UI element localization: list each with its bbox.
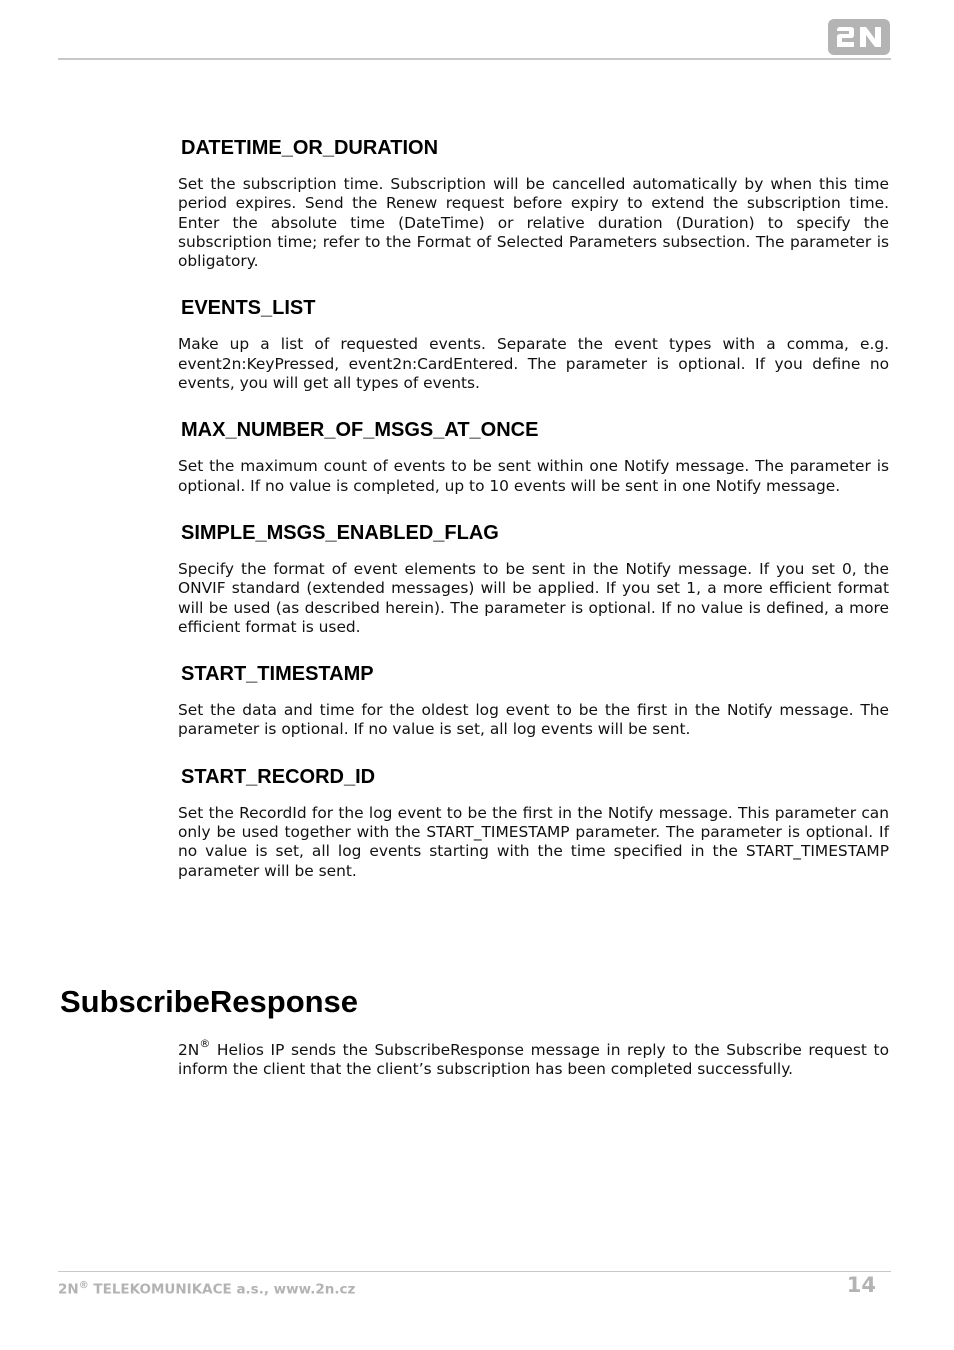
- parameter-heading: START_TIMESTAMP: [181, 663, 374, 686]
- parameter-section: [178, 661, 889, 740]
- parameter-description: Specify the format of event elements to be sent in the Notify message. If you set 0, the ONVIF standard (extended messages) will be applied. If you set 1, a more efficient format will be used (as described herein). The parameter is optional. If no value is defined, a more efficient format is used.: [178, 559, 889, 636]
- parameter-section: [178, 295, 889, 393]
- registered-mark: ®: [199, 1036, 211, 1050]
- parameter-description: Set the maximum count of events to be sent within one Notify message. The parameter is optional. If no value is completed, up to 10 events will be sent in one Notify message.: [178, 457, 889, 495]
- parameter-heading: START_RECORD_ID: [181, 765, 376, 788]
- parameter-section: [178, 135, 889, 271]
- parameter-description: Make up a list of requested events. Separate the event types with a comma, e.g. event2n:KeyPressed, event2n:CardEntered. The parameter is optional. If you define no events, you will get all types of events.: [178, 335, 889, 393]
- response-body: Helios IP sends the SubscribeResponse message in reply to the Subscribe request to inform the client that the client’s subscription has been completed successfully.: [178, 1041, 889, 1079]
- footer-registered-mark: ®: [78, 1280, 89, 1291]
- footer-company-text: TELEKOMUNIKACE a.s., www.2n.cz: [88, 1281, 356, 1298]
- parameter-heading: EVENTS_LIST: [181, 297, 316, 320]
- 2n-logo: [827, 18, 891, 56]
- section-title: SubscribeResponse: [60, 984, 359, 1019]
- parameter-description: Set the subscription time. Subscription will be cancelled automatically by when this time period expires. Send the Renew request before expiry to extend the subscription time. Enter the absolute time (DateTime) or relative duration (Duration) to specify the subscription time; refer to the Format of Selected Parameters subsection. The parameter is obligatory.: [178, 175, 889, 271]
- response-description: [178, 1036, 889, 1080]
- footer-company: [58, 1280, 355, 1298]
- footer-brand: 2N: [58, 1281, 79, 1298]
- parameter-heading: MAX_NUMBER_OF_MSGS_AT_ONCE: [181, 419, 539, 442]
- page-number: 14: [846, 1273, 876, 1297]
- parameter-section: [178, 764, 889, 881]
- parameter-section: [178, 417, 889, 496]
- parameter-heading: DATETIME_OR_DURATION: [181, 137, 439, 159]
- parameter-description: Set the RecordId for the log event to be the first in the Notify message. This parameter can only be used together with the START_TIMESTAMP parameter. The parameter is optional. If no value is set, all log events starting with the time specified in the START_TIMESTAMP parameter will be sent.: [178, 803, 889, 880]
- parameter-section: [178, 520, 889, 637]
- parameter-heading: SIMPLE_MSGS_ENABLED_FLAG: [181, 521, 499, 544]
- header-divider: [58, 58, 891, 60]
- brand-name: 2N: [178, 1041, 200, 1059]
- parameter-description: Set the data and time for the oldest log event to be the first in the Notify message. The parameter is optional. If no value is set, all log events will be sent.: [178, 701, 889, 739]
- parameter-list: [178, 135, 889, 905]
- footer-divider: [58, 1271, 891, 1272]
